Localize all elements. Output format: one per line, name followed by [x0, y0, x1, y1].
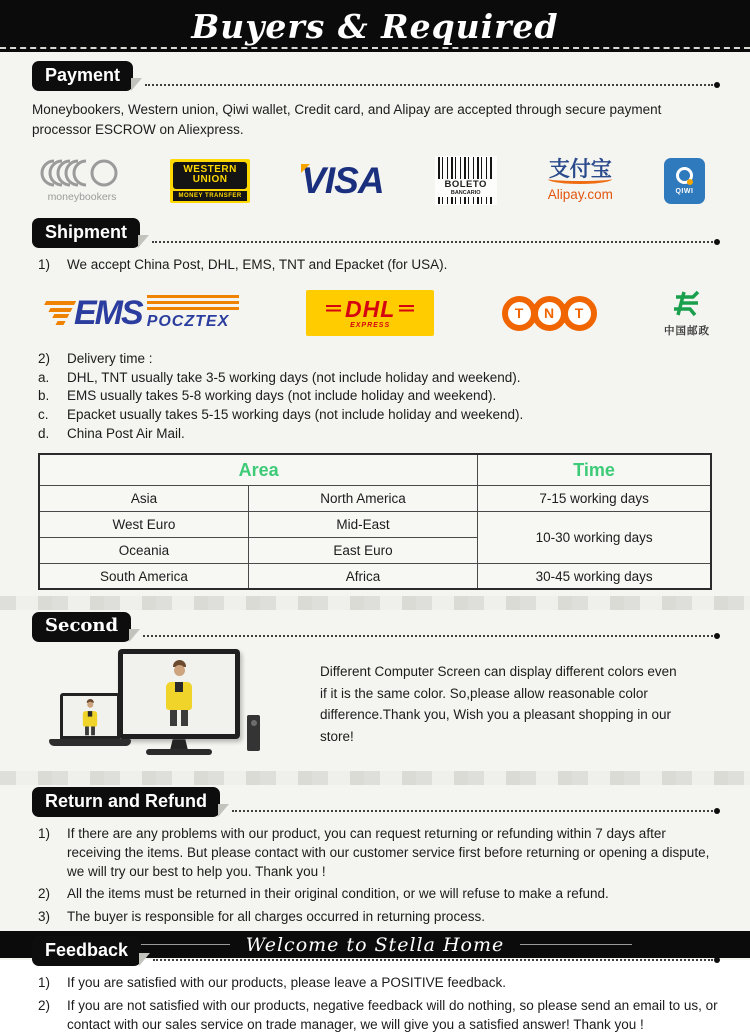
list-number: a.: [38, 369, 50, 385]
visa-flag-icon: [301, 164, 310, 173]
dotted-leader: [153, 959, 713, 961]
tnt-circle: T: [502, 296, 537, 331]
ems-chevron-icon: [34, 301, 76, 325]
delivery-item: [38, 425, 722, 444]
list-number: d.: [38, 425, 50, 441]
dotted-leader: [152, 241, 713, 243]
second-section-head: [32, 612, 720, 642]
list-text: If there are any problems with our product, you can request returning or refunding within 7 days after receiving the items. But please contact with our customer service first before returning or opening a dispute, we will try our best to help you. Thank you !: [67, 826, 710, 879]
monitor-graphic: [118, 649, 240, 739]
area-header: Area: [39, 454, 478, 485]
section-label-feedback: Feedback: [32, 936, 141, 966]
china-post-emblem-icon: [669, 289, 705, 317]
texture-band: [0, 771, 750, 785]
list-text: All the items must be returned in their original condition, or we will refuse to make a refund.: [67, 886, 609, 902]
alipay-chinese: 支付宝: [548, 158, 612, 182]
visa-logo: [301, 162, 383, 199]
list-text: If you are not satisfied with our products, negative feedback will do nothing, so please send an email to us, or contact with our sales service on trade manager, we will give you a satisfied answer! Thank you !: [67, 998, 718, 1032]
list-number: 1): [38, 826, 51, 842]
western-union-name: [173, 162, 247, 189]
color-difference-note: Different Computer Screen can display different colors even if it is the same color. So,please allow reasonable color difference.Thank you, Wish you a pleasant shopping in our store!: [320, 664, 677, 745]
time-cell: 30-45 working days: [478, 563, 711, 589]
return-item: [38, 885, 722, 904]
ems-stripes-icon: [147, 295, 239, 311]
list-text: Epacket usually takes 5-15 working days (not include holiday and weekend).: [67, 407, 524, 422]
area-cell: West Euro: [39, 511, 248, 537]
china-post-label: 中国邮政: [664, 324, 710, 337]
list-number: c.: [38, 407, 49, 422]
boleto-line2: BANCARIO: [450, 190, 481, 196]
dhl-logo: [306, 290, 434, 336]
delivery-item: [38, 369, 722, 388]
area-cell: East Euro: [248, 537, 477, 563]
payment-section-head: [32, 61, 720, 91]
alipay-domain: Alipay.com: [547, 186, 613, 202]
list-text: If you are satisfied with our products, please leave a POSITIVE feedback.: [67, 975, 506, 991]
list-number: 1): [38, 256, 51, 272]
monitor-screen: [123, 654, 235, 734]
list-text: EMS usually takes 5-8 working days (not include holiday and weekend).: [67, 388, 497, 404]
list-number: b.: [38, 388, 50, 404]
western-union-logo: [170, 159, 250, 203]
dhl-stripes-icon: [326, 305, 341, 314]
time-cell: 10-30 working days: [478, 511, 711, 563]
second-body: [60, 649, 710, 761]
dhl-stripes-icon: [399, 305, 414, 314]
laptop-graphic: [60, 693, 131, 746]
tnt-logo: [502, 296, 597, 331]
stitch-divider: [0, 47, 750, 49]
moneybookers-logo: [45, 158, 119, 203]
return-item: [38, 825, 722, 881]
qiwi-logo: [664, 158, 705, 204]
ems-right: [147, 295, 239, 332]
dhl-word: DHL: [344, 295, 396, 322]
feedback-item: [38, 997, 722, 1034]
texture-band: [0, 596, 750, 610]
delivery-item: [38, 406, 722, 425]
feedback-item: [38, 974, 722, 993]
dotted-leader: [232, 810, 713, 812]
table-header-row: [39, 454, 711, 485]
monitor-laptop-illustration: [60, 649, 275, 761]
list-text: DHL, TNT usually take 3-5 working days (not include holiday and weekend).: [67, 369, 521, 385]
footer-store-name: Welcome to Stella Home: [245, 933, 505, 956]
list-text: We accept China Post, DHL, EMS, TNT and Epacket (for USA).: [67, 256, 448, 272]
visa-word: VISA: [301, 160, 384, 201]
western-union-line1: WESTERN: [183, 163, 237, 175]
barcode-small-icon: [438, 197, 494, 204]
shipment-section-head: [32, 218, 720, 248]
delivery-heading-line: [38, 350, 722, 369]
leader-end-dot: [714, 239, 720, 245]
area-cell: Oceania: [39, 537, 248, 563]
alipay-logo: [548, 159, 613, 201]
leader-end-dot: [714, 82, 720, 88]
page-title: Buyers & Required: [191, 6, 559, 46]
area-cell: South America: [39, 563, 248, 589]
barcode-icon: [438, 157, 494, 179]
area-cell: Asia: [39, 485, 248, 511]
ems-word: EMS: [74, 293, 142, 332]
pocztex-word: POCZTEX: [146, 313, 230, 331]
section-label-return: Return and Refund: [32, 787, 220, 817]
boleto-line1: BOLETO: [444, 179, 487, 190]
western-union-line2: UNION: [192, 174, 228, 185]
payment-logos-row: [45, 153, 705, 209]
section-label-payment: Payment: [32, 61, 133, 91]
model-figure: [164, 660, 194, 726]
delivery-time-table: [38, 453, 712, 590]
footer-rule-right: [520, 944, 632, 945]
area-cell: North America: [248, 485, 477, 511]
moneybookers-arcs-icon: [45, 158, 119, 188]
boleto-logo: [435, 156, 497, 205]
dotted-leader: [145, 84, 713, 86]
list-number: 2): [38, 998, 51, 1013]
table-row: [39, 511, 711, 537]
table-row: [39, 563, 711, 589]
dhl-express-word: EXPRESS: [350, 321, 391, 329]
dhl-top: [326, 295, 414, 322]
monitor-base: [146, 749, 212, 755]
speaker-graphic: [247, 715, 260, 751]
leader-end-dot: [714, 957, 720, 963]
qiwi-label: QIWI: [675, 187, 694, 195]
return-section-head: [32, 787, 720, 817]
section-label-shipment: Shipment: [32, 218, 140, 248]
western-union-sub: MONEY TRANSFER: [173, 191, 247, 201]
china-post-logo: [664, 289, 710, 338]
list-number: 2): [38, 886, 51, 902]
time-header: Time: [478, 454, 711, 485]
qiwi-q-icon: [676, 167, 693, 184]
area-cell: Africa: [248, 563, 477, 589]
dotted-leader: [143, 635, 713, 637]
shipping-logos-row: [40, 284, 710, 342]
table-row: [39, 485, 711, 511]
ems-logo: [40, 295, 239, 332]
list-text: The buyer is responsible for all charges occurred in returning process.: [67, 908, 485, 924]
shipment-accept-line: [38, 256, 722, 275]
delivery-item: [38, 387, 722, 406]
return-item: [38, 908, 722, 927]
time-cell: 7-15 working days: [478, 485, 711, 511]
payment-description: Moneybookers, Western union, Qiwi wallet, Credit card, and Alipay are accepted through secure payment processor ESCROW on Aliexpress.: [32, 102, 662, 138]
model-figure-small: [82, 699, 99, 735]
list-number: 2): [38, 351, 51, 367]
area-cell: Mid-East: [248, 511, 477, 537]
tnt-circle: N: [532, 296, 567, 331]
section-label-second: Second: [32, 612, 131, 642]
header-banner: [0, 0, 750, 52]
leader-end-dot: [714, 633, 720, 639]
list-number: 1): [38, 975, 51, 991]
leader-end-dot: [714, 808, 720, 814]
list-number: 3): [38, 908, 51, 924]
list-text: China Post Air Mail.: [67, 425, 185, 441]
tnt-circle: T: [562, 296, 597, 331]
list-text: Delivery time :: [67, 351, 153, 367]
moneybookers-label: moneybookers: [47, 191, 117, 203]
